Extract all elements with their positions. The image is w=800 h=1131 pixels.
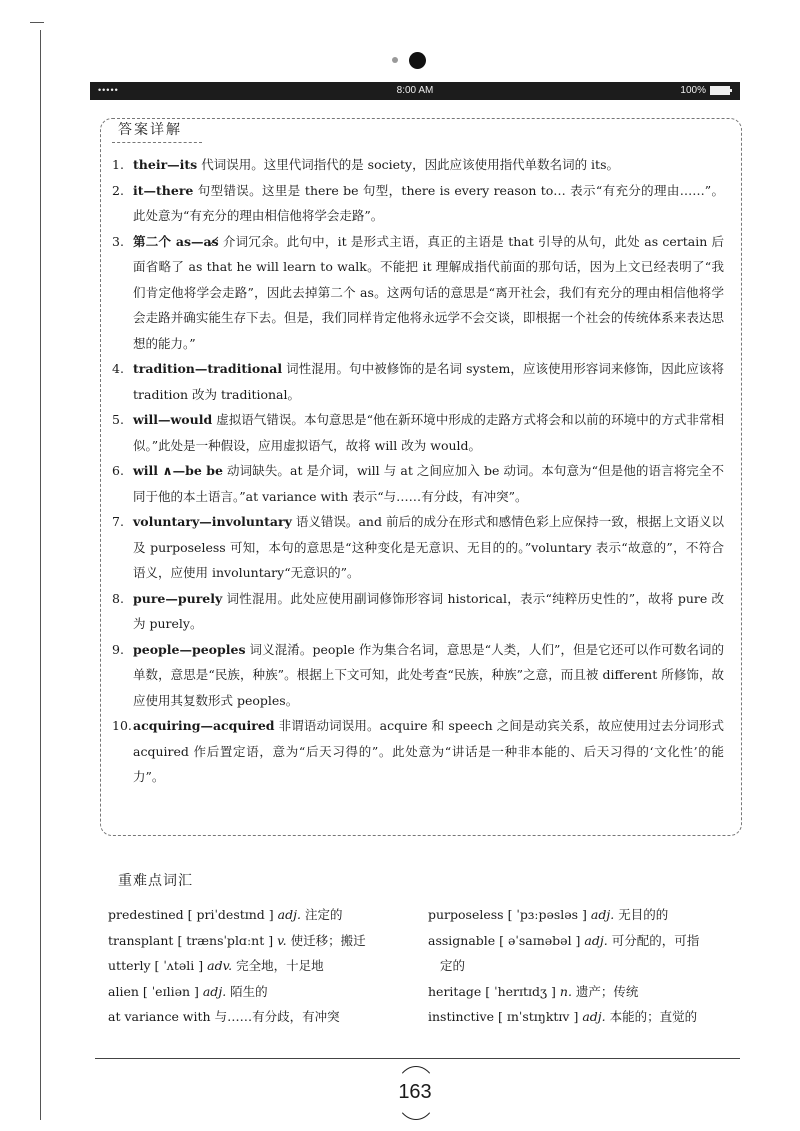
vocab-ipa: [ əˈsaɪnəbəl ] bbox=[499, 932, 581, 948]
vocab-pos: adj. bbox=[582, 1009, 606, 1024]
answer-item bbox=[112, 509, 724, 586]
answer-item-key: pure—purely bbox=[133, 590, 223, 606]
footer-rule bbox=[95, 1058, 740, 1059]
answer-item-explanation: 介词冗余。此句中，it 是形式主语，真正的主语是 that 引导的从句，此处 as certain 后面省略了 as that he will learn to walk。不能把 it 理解成指代前面的那句话，因为上文已经表明了“我们肯定他将学会走路”，因此去掉第二个 as。这两句话的意思是“离开社会，我们有充分的理由相信他将学会走路并确实能生存下去。但是，我们同样肯定他将永远学不会交谈，即根据一个社会的传统体系来表达思想的能力。” bbox=[133, 233, 724, 351]
vocab-pos: adj. bbox=[202, 983, 227, 999]
answer-item bbox=[112, 713, 724, 790]
vocab-ipa: [ priˈdestɪnd ] bbox=[187, 907, 274, 922]
answer-item-number: 7. bbox=[112, 514, 124, 529]
vocab-ipa: [ ˈeɪliən ] bbox=[142, 983, 199, 999]
vocab-meaning: 可分配的，可指 bbox=[611, 932, 700, 948]
vocab-pos: adj. bbox=[584, 932, 608, 948]
vocab-meaning: 与……有分歧，有冲突 bbox=[214, 1009, 340, 1024]
vocab-pos: adj. bbox=[590, 907, 615, 922]
vocab-word: assignable bbox=[428, 932, 496, 948]
vocab-entry bbox=[428, 902, 733, 928]
answer-item-key: 第二个 as—as̸ bbox=[133, 233, 219, 249]
camera-lens bbox=[409, 52, 426, 69]
answer-item-key: will—would bbox=[133, 412, 213, 427]
vocab-list-left bbox=[108, 902, 408, 1030]
vocab-meaning: 陌生的 bbox=[230, 983, 268, 999]
answer-item-number: 10. bbox=[112, 718, 132, 733]
answer-item-text bbox=[133, 152, 724, 178]
answer-item-key: voluntary—involuntary bbox=[133, 514, 292, 529]
vocab-ipa: [ ˈʌtəli ] bbox=[154, 958, 204, 973]
vocab-entry bbox=[108, 953, 408, 979]
vocab-entry bbox=[428, 928, 733, 954]
vocab-word: predestined bbox=[108, 907, 184, 922]
answer-item-explanation: 词性混用。此处应使用副词修饰形容词 historical，表示“纯粹历史性的”，故将 pure 改为 purely。 bbox=[133, 590, 724, 631]
answer-item-explanation: 虚拟语气错误。本句意思是“他在新环境中形成的走路方式将会和以前的环境中的方式非常相似。”此处是一种假设，应用虚拟语气，故将 will 改为 would。 bbox=[133, 412, 724, 453]
answer-item-number: 9. bbox=[112, 641, 124, 657]
answer-item bbox=[112, 637, 724, 714]
vocab-pos: v. bbox=[277, 932, 287, 948]
answer-item-text bbox=[133, 637, 724, 714]
answer-item bbox=[112, 229, 724, 357]
answer-item-text bbox=[133, 229, 724, 357]
vocab-pos: n. bbox=[559, 983, 572, 999]
answer-item-number: 5. bbox=[112, 412, 124, 427]
answer-item-explanation: 词性混用。句中被修饰的是名词 system，应该使用形容词来修饰，因此应该将 tradition 改为 traditional。 bbox=[133, 361, 724, 402]
answer-item bbox=[112, 152, 724, 178]
answer-item-text bbox=[133, 458, 724, 509]
answer-item-explanation: 语义错误。and 前后的成分在形式和感情色彩上应保持一致，根据上文语义以及 purposeless 可知，本句的意思是“这种变化是无意识、无目的的。”voluntary 表示“故意的”，不符合语义，应使用 involuntary“无意识的”。 bbox=[133, 514, 724, 580]
answer-item-explanation: 非谓语动词误用。acquire 和 speech 之间是动宾关系，故应使用过去分词形式 acquired 作后置定语，意为“后天习得的”。此处意为“讲话是一种非本能的、后天习得的‘文化性’的能力”。 bbox=[133, 718, 724, 784]
vocab-word: instinctive bbox=[428, 1009, 495, 1024]
answer-item-explanation: 词义混淆。people 作为集合名词，意思是“人类，人们”，但是它还可以作可数名词的单数，意思是“民族，种族”。根据上下文可知，此处考查“民族，种族”之意，而且被 different 所修饰，故应使用其复数形式 peoples。 bbox=[133, 641, 724, 708]
answer-item-text bbox=[133, 713, 724, 790]
answer-item bbox=[112, 356, 724, 407]
vocab-ipa: [ ˈherɪtɪdʒ ] bbox=[485, 983, 556, 999]
vocab-meaning: 遗产；传统 bbox=[575, 983, 639, 999]
answer-item-text bbox=[133, 586, 724, 637]
vocab-meaning: 本能的；直觉的 bbox=[609, 1009, 698, 1024]
answer-item-text bbox=[133, 356, 724, 407]
answer-item-text bbox=[133, 509, 724, 586]
answer-list bbox=[112, 152, 724, 790]
device-camera bbox=[0, 52, 800, 72]
vocab-entry bbox=[108, 1004, 408, 1030]
answer-item bbox=[112, 407, 724, 458]
answer-item-number: 1. bbox=[112, 157, 124, 172]
vocab-ipa: [ ɪnˈstɪŋktɪv ] bbox=[498, 1009, 579, 1024]
answer-item-key: acquiring—acquired bbox=[133, 718, 275, 733]
vocab-pos: adv. bbox=[207, 958, 233, 973]
answer-item bbox=[112, 178, 724, 229]
vocab-meaning: 无目的的 bbox=[618, 907, 669, 922]
vocab-continuation: 定的 bbox=[440, 958, 466, 973]
margin-tick bbox=[30, 22, 44, 23]
vocab-meaning: 注定的 bbox=[304, 907, 343, 922]
answer-item bbox=[112, 586, 724, 637]
vocab-entry bbox=[108, 928, 408, 954]
vocab-list-right bbox=[428, 902, 733, 1030]
answer-item-number: 3. bbox=[112, 233, 124, 249]
vocab-word: alien bbox=[108, 983, 139, 999]
answer-heading: 答案详解 bbox=[112, 119, 188, 139]
margin-line bbox=[40, 30, 41, 1120]
answer-item-number: 2. bbox=[112, 182, 124, 198]
sensor-dot bbox=[392, 57, 398, 63]
answer-item bbox=[112, 458, 724, 509]
status-bar bbox=[90, 82, 740, 100]
vocab-entry bbox=[428, 1004, 733, 1030]
vocab-entry bbox=[108, 902, 408, 928]
vocab-heading: 重难点词汇 bbox=[118, 873, 193, 889]
answer-item-key: tradition—traditional bbox=[133, 361, 283, 376]
battery-icon bbox=[710, 86, 730, 95]
battery-indicator bbox=[680, 85, 730, 96]
vocab-ipa: [ ˈpɜːpəsləs ] bbox=[507, 907, 587, 922]
vocab-word: purposeless bbox=[428, 907, 504, 922]
vocab-pos: adj. bbox=[277, 907, 301, 922]
answer-item-key: their—its bbox=[133, 157, 198, 172]
answer-item-explanation: 句型错误。这里是 there be 句型，there is every reason to… 表示“有充分的理由……”。此处意为“有充分的理由相信他将学会走路”。 bbox=[133, 182, 724, 223]
status-time: 8:00 AM bbox=[396, 85, 434, 96]
signal-icon: ••••• bbox=[98, 85, 119, 95]
vocab-meaning: 完全地，十足地 bbox=[236, 958, 324, 973]
page-number: 163 bbox=[398, 1081, 432, 1103]
answer-item-text bbox=[133, 407, 724, 458]
vocab-ipa: [ trænsˈplɑːnt ] bbox=[177, 932, 274, 948]
answer-item-key: people—peoples bbox=[133, 641, 246, 657]
vocab-word: utterly bbox=[108, 958, 151, 973]
answer-item-key: will ∧—be be bbox=[133, 463, 223, 478]
answer-item-explanation: 代词误用。这里代词指代的是 society，因此应该使用指代单数名词的 its。 bbox=[197, 157, 619, 172]
vocab-word: at variance with bbox=[108, 1009, 211, 1024]
vocab-word: heritage bbox=[428, 983, 482, 999]
answer-item-text bbox=[133, 178, 724, 229]
vocab-meaning: 使迁移；搬迁 bbox=[290, 932, 366, 948]
vocab-entry bbox=[108, 979, 408, 1005]
heading-underline bbox=[112, 142, 202, 143]
vocab-word: transplant bbox=[108, 932, 174, 948]
vocab-entry bbox=[428, 979, 733, 1005]
answer-item-number: 4. bbox=[112, 361, 124, 376]
answer-item-key: it—there bbox=[133, 182, 194, 198]
answer-item-number: 8. bbox=[112, 590, 124, 606]
battery-percent: 100% bbox=[680, 85, 706, 96]
answer-item-number: 6. bbox=[112, 463, 124, 478]
answer-item-explanation: 动词缺失。at 是介词，will 与 at 之间应加入 be 动词。本句意为“但是他的语言将完全不同于他的本土语言。”at variance with 表示“与……有分歧，有冲突”。 bbox=[133, 463, 725, 504]
